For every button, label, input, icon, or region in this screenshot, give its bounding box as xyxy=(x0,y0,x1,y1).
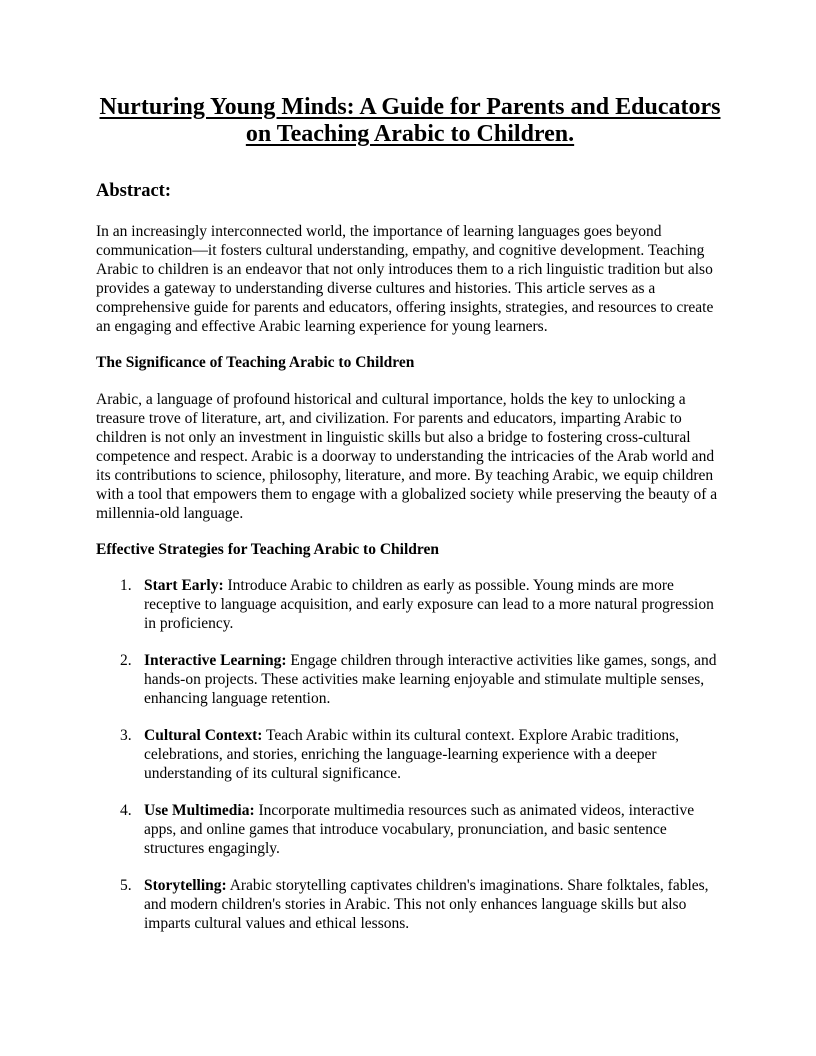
strategy-text: Incorporate multimedia resources such as animated videos, interactive apps, and online games that introduce vocabulary, pronunciation, and basic sentence structures engagingly. xyxy=(144,802,695,857)
strategy-item-storytelling xyxy=(96,876,724,933)
list-number: 3. xyxy=(120,727,132,744)
abstract-paragraph: In an increasingly interconnected world, the importance of learning languages goes beyond communication—it fosters cultural understanding, empathy, and cognitive development. Teaching Arabic to children is an endeavor that not only introduces them to a rich linguistic tradition but also provides a gateway to understanding diverse cultures and histories. This article serves as a comprehensive guide for parents and educators, offering insights, strategies, and resources to create an engaging and effective Arabic learning experience for young learners. xyxy=(96,223,714,335)
strategy-label: Storytelling: xyxy=(144,877,227,894)
strategy-label: Cultural Context: xyxy=(144,727,263,744)
strategies-heading: Effective Strategies for Teaching Arabic to Children xyxy=(96,541,439,558)
strategy-item-start-early xyxy=(96,576,724,633)
strategy-label: Start Early: xyxy=(144,577,224,594)
strategy-text: Engage children through interactive activities like games, songs, and hands-on projects. These activities make learning enjoyable and stimulate multiple senses, enhancing language retention. xyxy=(144,652,717,707)
strategy-item-use-multimedia xyxy=(96,801,724,858)
strategies-list xyxy=(96,576,724,933)
list-number: 1. xyxy=(120,577,132,594)
strategy-item-cultural-context xyxy=(96,726,724,783)
strategy-text: Teach Arabic within its cultural context. Explore Arabic traditions, celebrations, and stories, enriching the language-learning experience with a deeper understanding of its cultural significance. xyxy=(144,727,680,782)
list-number: 2. xyxy=(120,652,132,669)
strategy-text: Arabic storytelling captivates children's imaginations. Share folktales, fables, and modern children's stories in Arabic. This not only enhances language skills but also imparts cultural values and ethical lessons. xyxy=(144,877,709,932)
page-title: Nurturing Young Minds: A Guide for Parents and Educators on Teaching Arabic to Children. xyxy=(99,94,721,147)
strategy-label: Interactive Learning: xyxy=(144,652,287,669)
strategy-item-interactive-learning xyxy=(96,651,724,708)
strategy-label: Use Multimedia: xyxy=(144,802,255,819)
list-number: 4. xyxy=(120,802,132,819)
abstract-heading: Abstract: xyxy=(96,181,172,201)
strategy-text: Introduce Arabic to children as early as possible. Young minds are more receptive to language acquisition, and early exposure can lead to a more natural progression in proficiency. xyxy=(144,577,714,632)
significance-heading: The Significance of Teaching Arabic to Children xyxy=(96,354,415,371)
significance-paragraph: Arabic, a language of profound historical and cultural importance, holds the key to unlocking a treasure trove of literature, art, and civilization. For parents and educators, imparting Arabic to children is not only an investment in linguistic skills but also a bridge to fostering cross-cultural competence and respect. Arabic is a doorway to understanding the intricacies of the Arab world and its contributions to science, philosophy, literature, and more. By teaching Arabic, we equip children with a tool that empowers them to engage with a globalized society while preserving the beauty of a millennia-old language. xyxy=(96,391,718,522)
document-page xyxy=(96,94,724,951)
list-number: 5. xyxy=(120,877,132,894)
